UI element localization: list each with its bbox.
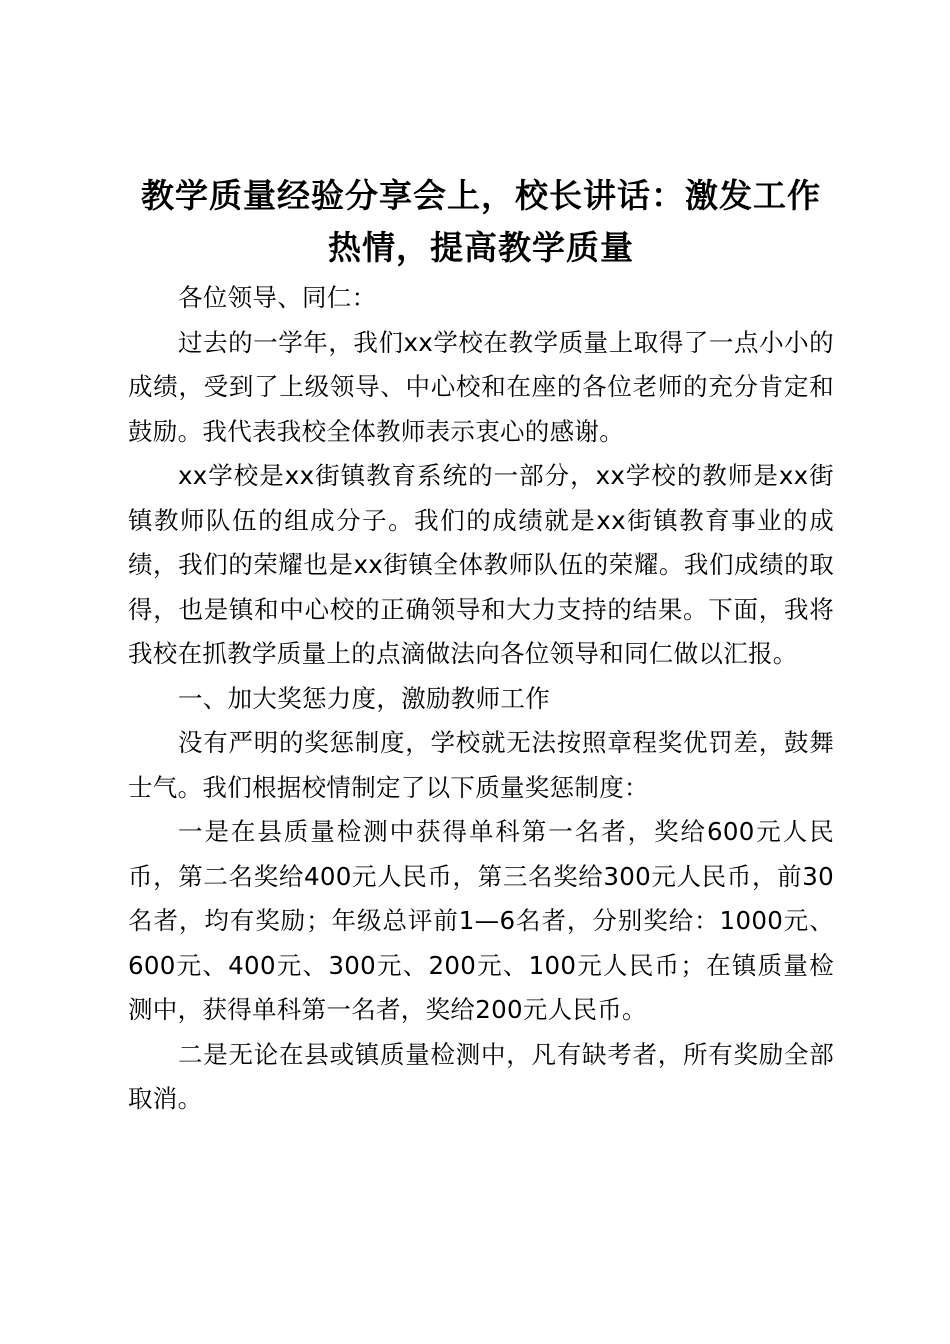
paragraph-reward-system: 没有严明的奖惩制度，学校就无法按照章程奖优罚差，鼓舞士气。我们根据校情制定了以下质量奖惩制度： (128, 728, 834, 802)
paragraph-school-role: xx学校是xx街镇教育系统的一部分，xx学校的教师是xx街镇教师队伍的组成分子。我们的成绩就是xx街镇教育事业的成绩，我们的荣耀也是xx街镇全体教师队伍的荣耀。我们成绩的取得，也是镇和中心校的正确领导和大力支持的结果。下面，我将我校在抓教学质量上的点滴做法向各位领导和同仁做以汇报。 (128, 461, 834, 668)
salutation: 各位领导、同仁： (178, 283, 377, 312)
document-title: 教学质量经验分享会上，校长讲话：激发工作热情，提高教学质量 (141, 176, 821, 267)
document-body (128, 276, 834, 1122)
paragraph-intro: 过去的一学年，我们xx学校在教学质量上取得了一点小小的成绩，受到了上级领导、中心校和在座的各位老师的充分肯定和鼓励。我代表我校全体教师表示衷心的感谢。 (128, 327, 834, 446)
paragraph-rule-one: 一是在县质量检测中获得单科第一名者，奖给600元人民币，第二名奖给400元人民币，第三名奖给300元人民币，前30名者，均有奖励；年级总评前1—6名者，分别奖给：1000元、600元、400元、300元、200元、100元人民币；在镇质量检测中，获得单科第一名者，奖给200元人民币。 (128, 817, 834, 1024)
section-heading-1: 一、加大奖惩力度，激励教师工作 (178, 683, 550, 713)
paragraph-rule-two: 二是无论在县或镇质量检测中，凡有缺考者，所有奖励全部取消。 (128, 1039, 834, 1113)
document-page (128, 170, 834, 1122)
